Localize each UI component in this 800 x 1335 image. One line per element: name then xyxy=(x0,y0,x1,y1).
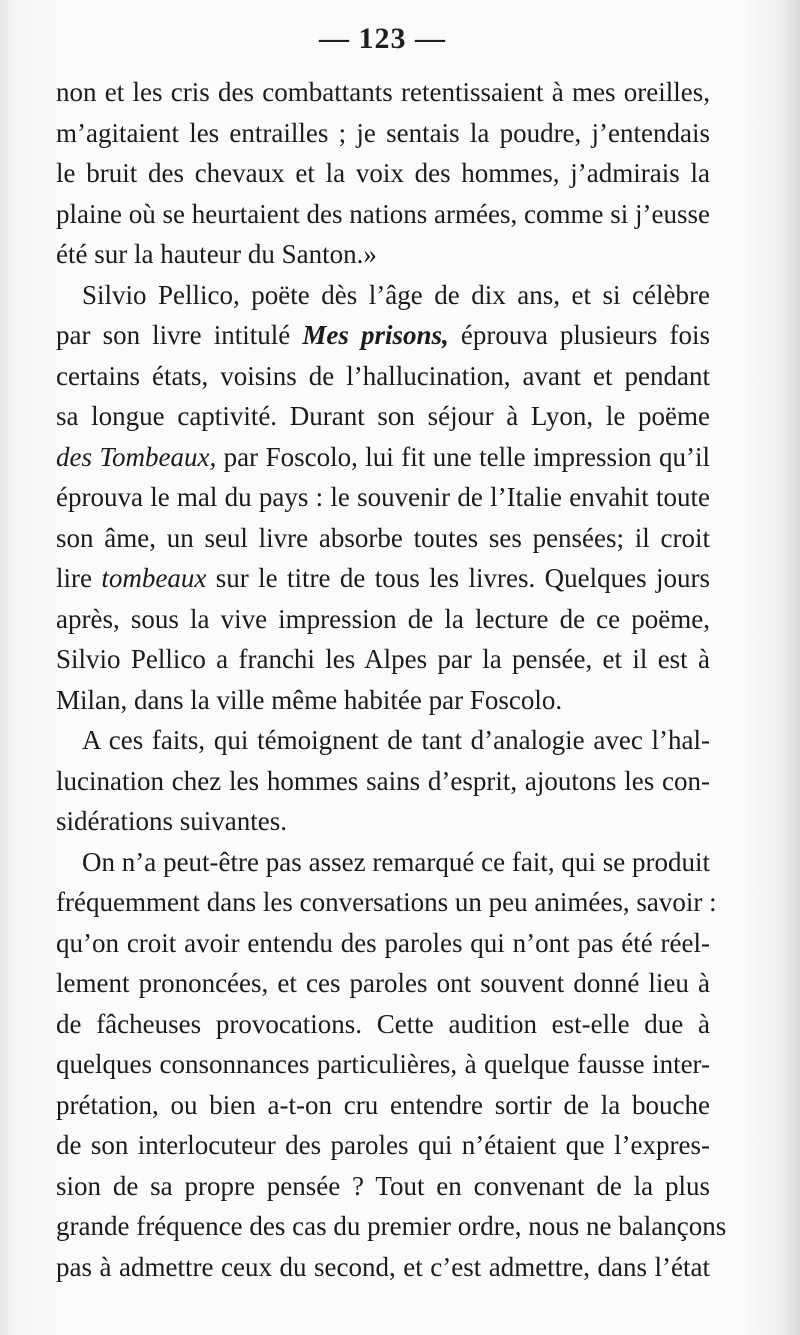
text-run: prétation, ou bien a-t-on cru entendre sortir de la bouche xyxy=(56,1089,710,1120)
text-run: Silvio Pellico, poëte dès l’âge de dix ans, et si célèbre xyxy=(82,279,710,310)
page-number: — 123 — xyxy=(319,22,446,55)
text-line xyxy=(56,356,710,397)
text-run: pas à admettre ceux du second, et c’est admettre, dans l’état xyxy=(56,1251,710,1282)
text-line xyxy=(56,842,710,883)
text-line xyxy=(56,477,710,518)
text-run: Milan, dans la ville même habitée par Foscolo. xyxy=(56,684,563,715)
text-run: par son livre intitulé xyxy=(56,320,303,350)
text-line xyxy=(56,396,710,437)
text-run: après, sous la vive impression de la lecture de ce poëme, xyxy=(56,603,710,634)
text-line xyxy=(56,113,710,154)
text-line xyxy=(56,963,710,1004)
text-line xyxy=(56,720,710,761)
text-line xyxy=(56,639,710,680)
text-run: sion de sa propre pensée ? Tout en convenant de la plus xyxy=(56,1170,710,1201)
text-line xyxy=(56,315,710,356)
text-run: quelques consonnances particulières, à quelque fausse inter- xyxy=(56,1049,710,1079)
text-line xyxy=(56,275,710,316)
text-line xyxy=(56,1004,710,1045)
text-run: Silvio Pellico a franchi les Alpes par la pensée, et il est à xyxy=(56,644,710,674)
text-line xyxy=(56,1247,710,1288)
text-line xyxy=(56,923,710,964)
text-run: non et les cris des combattants retentissaient à mes oreilles, xyxy=(56,77,710,107)
text-line xyxy=(56,1166,710,1207)
text-run: plaine où se heurtaient des nations armées, comme si j’eusse xyxy=(56,198,710,229)
text-run: lement prononcées, et ces paroles ont souvent donné lieu à xyxy=(56,968,710,998)
text-run: sur le titre de tous les livres. Quelques jours xyxy=(206,563,710,593)
text-line xyxy=(56,72,710,113)
text-run: sidérations suivantes. xyxy=(56,806,287,836)
text-line xyxy=(56,153,710,194)
text-run: A ces faits, qui témoignent de tant d’analogie avec l’hal- xyxy=(82,725,710,755)
text-run: Mes prisons, xyxy=(302,320,449,350)
text-line xyxy=(56,761,710,802)
text-line xyxy=(56,194,710,235)
text-run: qu’on croit avoir entendu des paroles qui n’ont pas été réel- xyxy=(56,927,710,958)
text-run: certains états, voisins de l’hallucination, avant et pendant xyxy=(56,360,710,391)
text-line xyxy=(56,1206,727,1247)
text-run: des Tombeaux, xyxy=(56,441,217,472)
text-run: tombeaux xyxy=(101,563,207,593)
text-line xyxy=(56,882,717,923)
text-run: sa longue captivité. Durant son séjour à Lyon, le poëme xyxy=(56,401,710,431)
text-run: éprouva le mal du pays : le souvenir de l’Italie envahit toute xyxy=(56,482,710,512)
text-run: lire xyxy=(56,563,102,593)
text-run: été sur la hauteur du Santon.» xyxy=(56,239,377,269)
text-line xyxy=(56,599,710,640)
text-run: lucination chez les hommes sains d’esprit, ajoutons les con- xyxy=(56,765,710,796)
text-run: le bruit des chevaux et la voix des hommes, j’admirais la xyxy=(56,158,710,188)
text-run: de fâcheuses provocations. Cette audition est-elle due à xyxy=(56,1008,710,1039)
text-run: de son interlocuteur des paroles qui n’étaient que l’expres- xyxy=(56,1130,710,1160)
text-line xyxy=(56,680,710,721)
text-line xyxy=(56,234,710,275)
text-run: grande fréquence des cas du premier ordre, nous ne balançons xyxy=(56,1211,727,1241)
text-line xyxy=(56,1044,710,1085)
text-run: fréquemment dans les conversations un peu animées, savoir : xyxy=(56,887,717,917)
text-run: m’agitaient les entrailles ; je sentais la poudre, j’entendais xyxy=(56,117,710,148)
text-line xyxy=(56,558,710,599)
text-run: On n’a peut-être pas assez remarqué ce fait, qui se produit xyxy=(82,846,710,877)
text-line xyxy=(56,1085,710,1126)
text-line xyxy=(56,801,710,842)
body-text xyxy=(56,72,727,1287)
text-run: éprouva plusieurs fois xyxy=(448,320,711,350)
text-run: son âme, un seul livre absorbe toutes ses pensées; il croit xyxy=(56,522,710,553)
text-line xyxy=(56,518,710,559)
text-line xyxy=(56,1125,710,1166)
text-run: par Foscolo, lui fit une telle impression qu’il xyxy=(216,441,710,472)
text-line xyxy=(56,437,710,478)
